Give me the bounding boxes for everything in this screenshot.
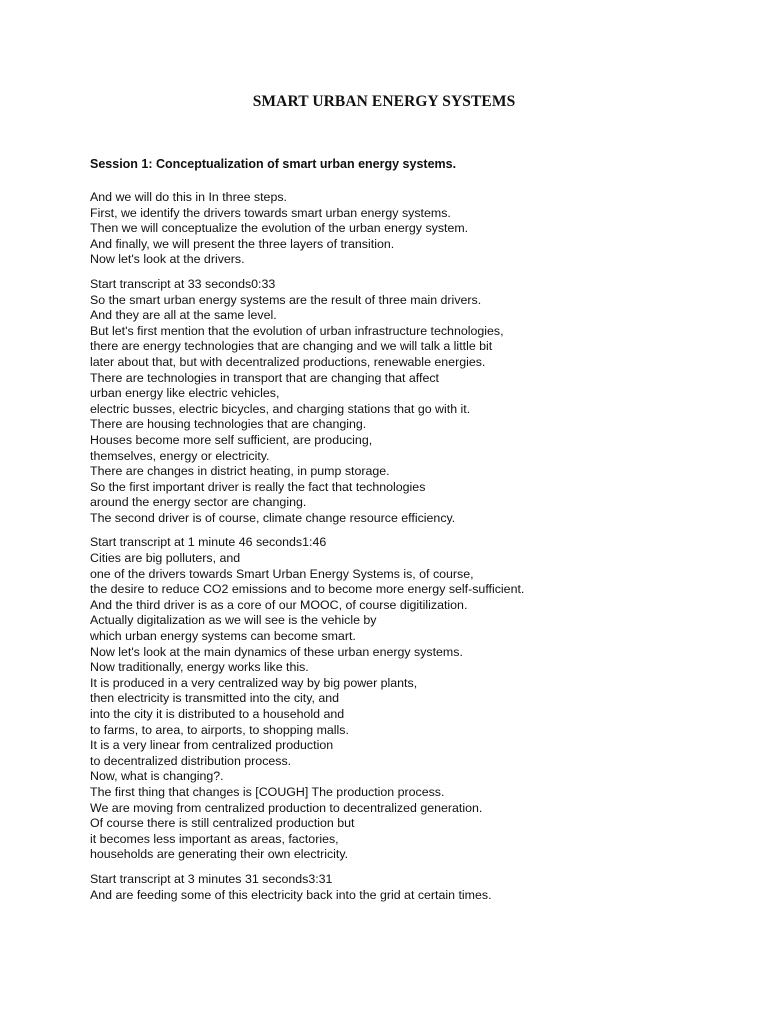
transcript-line: urban energy like electric vehicles, (90, 386, 280, 401)
transcript-line: So the smart urban energy systems are the result of three main drivers. (90, 292, 482, 307)
transcript-line: around the energy sector are changing. (90, 495, 307, 510)
transcript-line: And finally, we will present the three layers of transition. (90, 236, 395, 251)
transcript-line: We are moving from centralized production to decentralized generation. (90, 800, 483, 815)
transcript-line: then electricity is transmitted into the city, and (90, 691, 340, 706)
transcript-line: Start transcript at 1 minute 46 seconds1:46 (90, 535, 327, 550)
transcript-line: into the city it is distributed to a household and (90, 707, 345, 721)
transcript-body (90, 190, 750, 912)
transcript-line: to farms, to area, to airports, to shopping malls. (90, 722, 349, 737)
session-heading: Session 1: Conceptualization of smart urban energy systems. (90, 157, 457, 171)
transcript-line: Houses become more self sufficient, are producing, (90, 432, 373, 447)
transcript-line: Now, what is changing?. (90, 769, 224, 784)
transcript-line: First, we identify the drivers towards smart urban energy systems. (90, 205, 451, 220)
transcript-line: Cities are big polluters, and (90, 551, 241, 566)
transcript-paragraph (90, 277, 750, 527)
transcript-line: Now let's look at the drivers. (90, 252, 245, 267)
document-title: SMART URBAN ENERGY SYSTEMS (252, 93, 516, 110)
transcript-line: themselves, energy or electricity. (90, 448, 270, 463)
transcript-line: And we will do this in In three steps. (90, 190, 287, 204)
transcript-line: Now let's look at the main dynamics of these urban energy systems. (90, 644, 463, 659)
transcript-line: It is produced in a very centralized way by big power plants, (90, 675, 418, 690)
transcript-line: there are energy technologies that are changing and we will talk a little bit (90, 339, 493, 354)
transcript-line: Start transcript at 3 minutes 31 seconds3:31 (90, 871, 333, 886)
transcript-line: There are changes in district heating, in pump storage. (90, 464, 390, 479)
transcript-line: Of course there is still centralized production but (90, 816, 355, 831)
transcript-line: Now traditionally, energy works like this. (90, 660, 309, 675)
transcript-paragraph (90, 535, 750, 862)
transcript-line: to decentralized distribution process. (90, 753, 292, 768)
transcript-line: households are generating their own electricity. (90, 847, 349, 862)
transcript-line: which urban energy systems can become smart. (90, 629, 356, 644)
transcript-line: Actually digitalization as we will see is the vehicle by (90, 613, 377, 628)
transcript-line: The second driver is of course, climate change resource efficiency. (90, 510, 456, 525)
transcript-line: It is a very linear from centralized production (90, 738, 334, 753)
transcript-line: There are technologies in transport that are changing that affect (90, 370, 439, 385)
transcript-line: And the third driver is as a core of our MOOC, of course digitilization. (90, 597, 468, 612)
transcript-line: But let's first mention that the evolution of urban infrastructure technologies, (90, 323, 504, 338)
transcript-line: Start transcript at 33 seconds0:33 (90, 276, 276, 291)
transcript-line: it becomes less important as areas, factories, (90, 831, 339, 846)
transcript-line: later about that, but with decentralized productions, renewable energies. (90, 354, 486, 369)
transcript-line: There are housing technologies that are changing. (90, 417, 367, 432)
transcript-line: the desire to reduce CO2 emissions and to become more energy self-sufficient. (90, 582, 525, 597)
transcript-line: So the first important driver is really the fact that technologies (90, 479, 426, 494)
transcript-line: Then we will conceptualize the evolution of the urban energy system. (90, 221, 469, 236)
transcript-line: And are feeding some of this electricity back into the grid at certain times. (90, 887, 492, 902)
transcript-paragraph (90, 190, 750, 268)
transcript-line: And they are all at the same level. (90, 308, 277, 323)
transcript-line: The first thing that changes is [COUGH] The production process. (90, 784, 445, 799)
transcript-line: electric busses, electric bicycles, and charging stations that go with it. (90, 401, 471, 416)
transcript-paragraph (90, 872, 750, 903)
transcript-line: one of the drivers towards Smart Urban Energy Systems is, of course, (90, 566, 474, 581)
